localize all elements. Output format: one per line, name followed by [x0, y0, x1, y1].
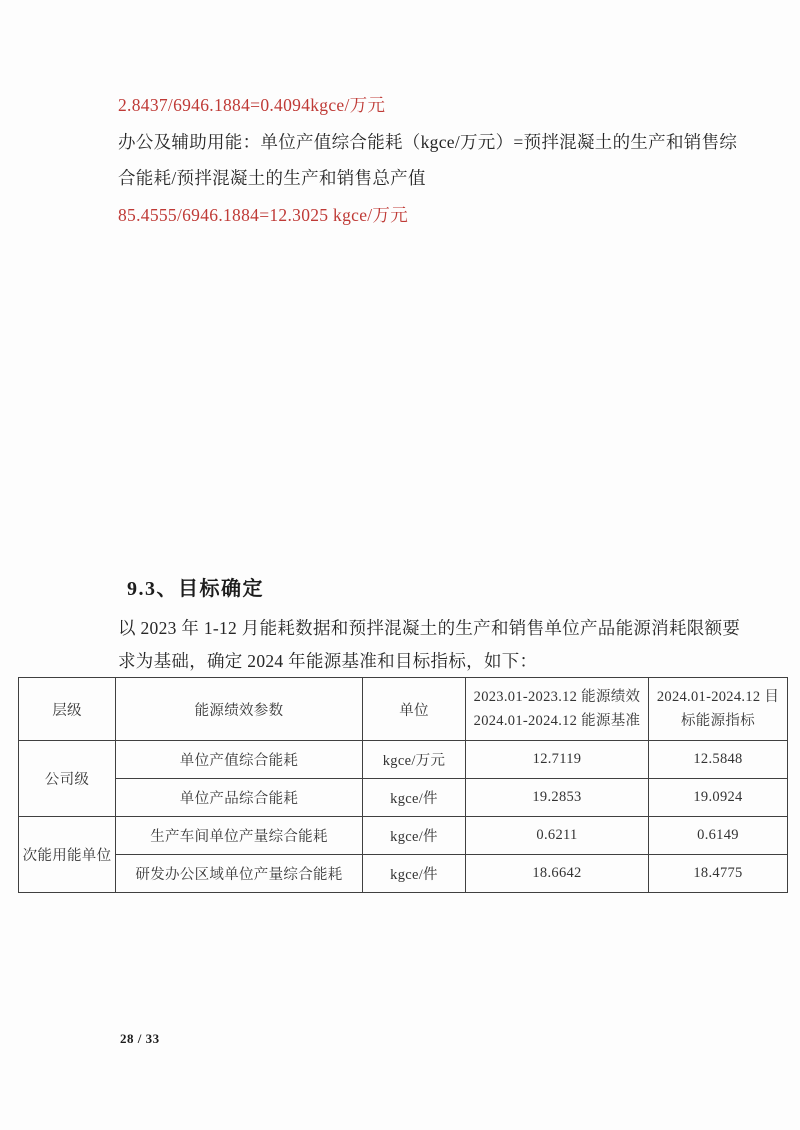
cell-unit: kgce/件: [363, 779, 466, 817]
cell-target: 18.4775: [649, 855, 788, 893]
cell-parameter: 研发办公区域单位产量综合能耗: [116, 855, 363, 893]
paragraph-line-2: 求为基础，确定 2024 年能源基准和目标指标，如下：: [118, 651, 538, 671]
cell-baseline: 0.6211: [466, 817, 649, 855]
cell-unit: kgce/件: [363, 855, 466, 893]
table-header-row: [19, 678, 788, 741]
energy-target-table: [18, 677, 788, 893]
header-target-line-1: 2024.01-2024.12 目: [656, 689, 780, 705]
table-row: [19, 779, 788, 817]
cell-parameter: 单位产品综合能耗: [116, 779, 363, 817]
header-parameter: 能源绩效参数: [116, 678, 363, 741]
energy-calculation-block: [118, 87, 738, 233]
cell-baseline: 12.7119: [466, 741, 649, 779]
cell-target: 0.6149: [649, 817, 788, 855]
formula-office-energy-result: 85.4555/6946.1884=12.3025 kgce/万元: [118, 204, 409, 225]
cell-parameter: 单位产值综合能耗: [116, 741, 363, 779]
table-row: [19, 741, 788, 779]
office-energy-definition-line-2: 合能耗/预拌混凝土的生产和销售总产值: [118, 168, 426, 188]
group-sub-energy-unit: 次能用能单位: [19, 817, 116, 893]
cell-target: 19.0924: [649, 779, 788, 817]
header-target-line-2: 标能源指标: [681, 713, 755, 729]
section-heading: 9.3、目标确定: [127, 578, 264, 600]
header-baseline: [466, 678, 649, 741]
header-baseline-line-2: 2024.01-2024.12 能源基准: [473, 713, 641, 729]
cell-unit: kgce/万元: [363, 741, 466, 779]
table-row: [19, 855, 788, 893]
office-energy-definition-line-1: 办公及辅助用能：单位产值综合能耗（kgce/万元）=预拌混凝土的生产和销售综: [118, 131, 738, 152]
formula-unit-value-energy: 2.8437/6946.1884=0.4094kgce/万元: [118, 95, 386, 115]
header-level: 层级: [19, 678, 116, 741]
cell-baseline: 18.6642: [466, 855, 649, 893]
group-company-level: 公司级: [19, 741, 116, 817]
section-paragraph: [118, 612, 741, 678]
cell-unit: kgce/件: [363, 817, 466, 855]
header-baseline-line-1: 2023.01-2023.12 能源绩效: [473, 689, 641, 705]
header-target: [649, 678, 788, 741]
table-row: [19, 817, 788, 855]
header-unit: 单位: [363, 678, 466, 741]
page-number: 28 / 33: [120, 1031, 160, 1046]
cell-parameter: 生产车间单位产量综合能耗: [116, 817, 363, 855]
cell-baseline: 19.2853: [466, 779, 649, 817]
paragraph-line-1: 以 2023 年 1-12 月能耗数据和预拌混凝土的生产和销售单位产品能源消耗限额要: [118, 618, 741, 638]
cell-target: 12.5848: [649, 741, 788, 779]
